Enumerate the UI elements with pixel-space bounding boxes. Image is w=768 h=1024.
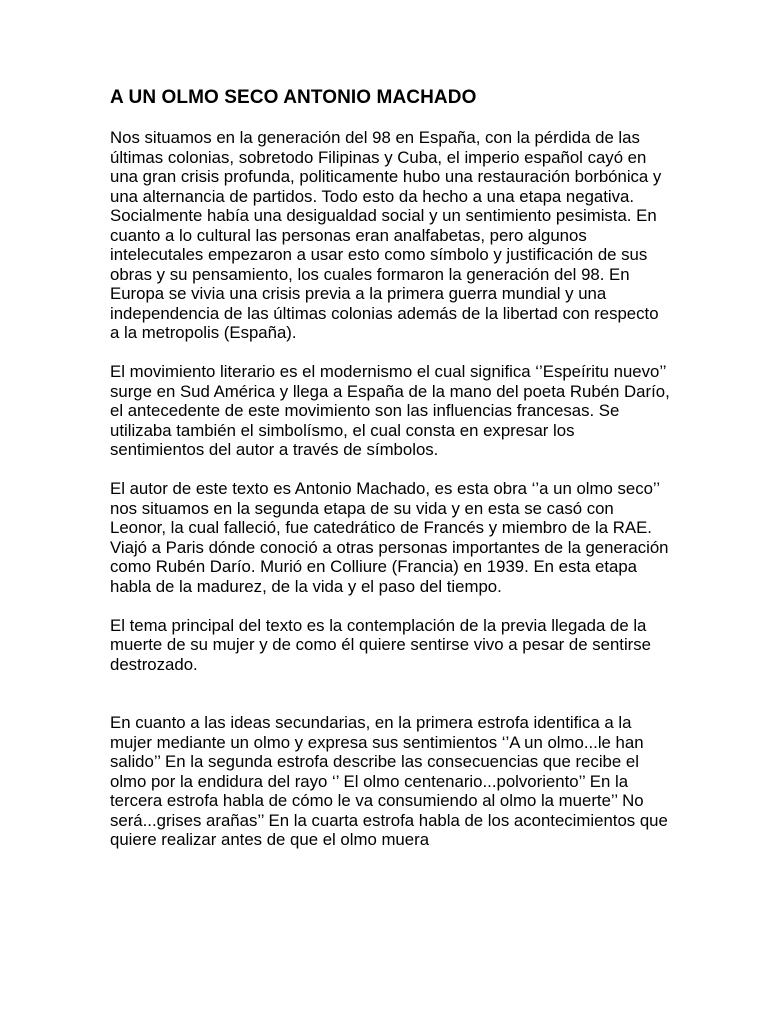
document-title: A UN OLMO SECO ANTONIO MACHADO	[110, 87, 477, 108]
paragraph-main-theme: El tema principal del texto es la contemplación de la previa llegada de la muerte de su mujer y de como él quiere sentirse vivo a pesar de sentirse destrozado.	[110, 615, 651, 674]
paragraph-author: El autor de este texto es Antonio Machado, es esta obra ‘’a un olmo seco’’ nos situamos en la segunda etapa de su vida y en esta se casó con Leonor, la cual falleció, fue catedrático de Francés y miembro de la RAE. Viajó a Paris dónde conoció a otras personas importantes de la generación como Rubén Darío. Murió en Colliure (Francia) en 1939. En esta etapa habla de la madurez, de la vida y el paso del tiempo.	[110, 479, 669, 596]
paragraph-historical-context: Nos situamos en la generación del 98 en España, con la pérdida de las últimas colonias, sobretodo Filipinas y Cuba, el imperio español cayó en una gran crisis profunda, politicamente hubo una restauración borbónica y una alternancia de partidos. Todo esto da hecho a una etapa negativa. Socialmente había una desigualdad social y un sentimiento pesimista. En cuanto a lo cultural las personas eran analfabetas, pero algunos intelecutales empezaron a usar esto como símbolo y justificación de sus obras y su pensamiento, los cuales formaron la generación del 98. En Europa se vivia una crisis previa a la primera guerra mundial y una independencia de las últimas colonias además de la libertad con respecto a la metropolis (España).	[110, 128, 662, 342]
paragraph-secondary-ideas: En cuanto a las ideas secundarias, en la primera estrofa identifica a la mujer mediante un olmo y expresa sus sentimientos ‘’A un olmo...le han salido’’ En la segunda estrofa describe las consecuencias que recibe el olmo por la endidura del rayo ‘’ El olmo centenario...polvoriento’’ En la tercera estrofa habla de cómo le va consumiendo al olmo la muerte’’ No será...grises arañas’’ En la cuarta estrofa habla de los acontecimientos que quiere realizar antes de que el olmo muera	[110, 713, 668, 849]
document-page	[110, 86, 670, 869]
paragraph-literary-movement: El movimiento literario es el modernismo el cual significa ‘’Espeíritu nuevo’’ surge en Sud América y llega a España de la mano del poeta Rubén Darío, el antecedente de este movimiento son las influencias francesas. Se utilizaba también el simbolísmo, el cual consta en expresar los sentimientos del autor a través de símbolos.	[110, 362, 670, 459]
